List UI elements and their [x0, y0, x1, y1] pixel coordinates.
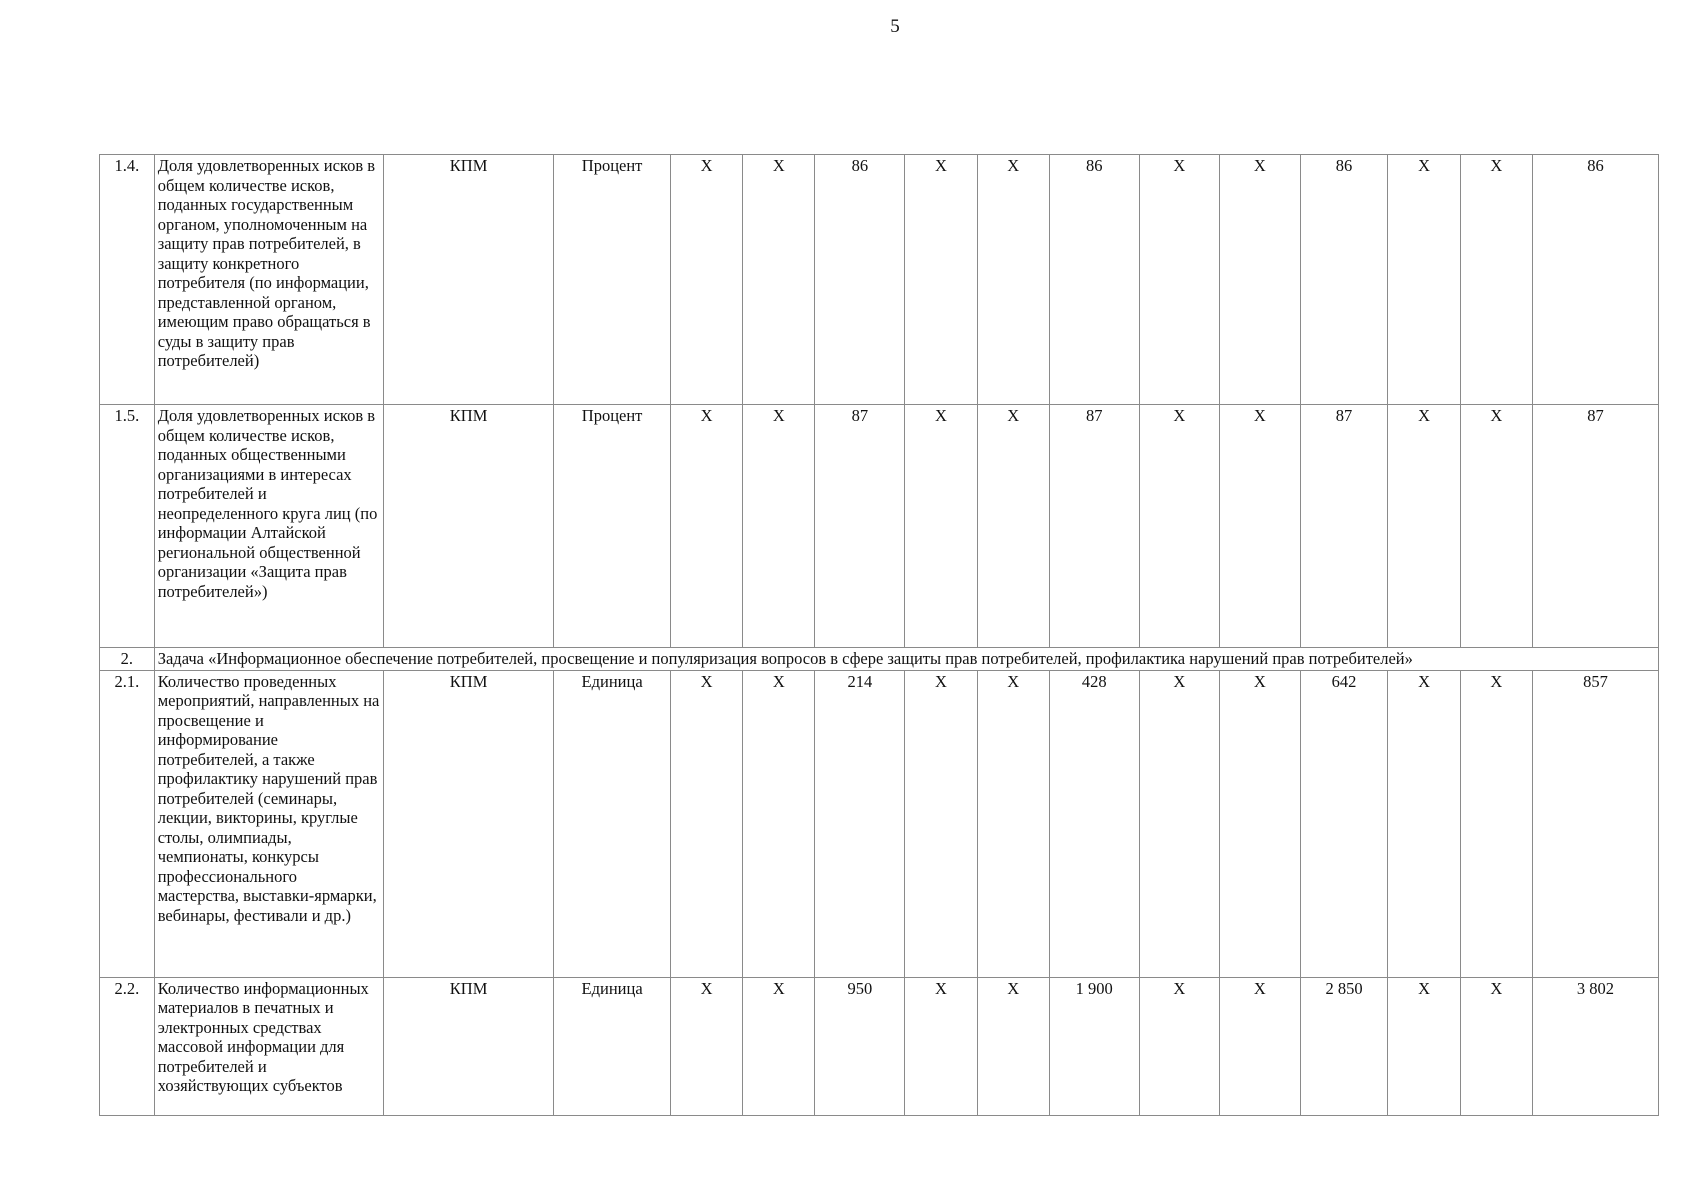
unit-cell: Процент — [554, 155, 671, 405]
value-cell: 86 — [1049, 155, 1139, 405]
value-cell: 87 — [1300, 405, 1388, 648]
value-cell: X — [1388, 155, 1460, 405]
table-row — [100, 977, 1659, 1115]
table-row — [100, 405, 1659, 648]
task-number: 2. — [100, 648, 155, 671]
value-cell: X — [1220, 977, 1301, 1115]
source-cell: КПМ — [383, 155, 553, 405]
value-cell: 214 — [815, 670, 905, 977]
value-cell: X — [1388, 977, 1460, 1115]
indicator-name: Количество проведенных мероприятий, направленных на просвещение и информирование потребителей, а также профилактику нарушений прав потребителей (семинары, лекции, викторины, круглые столы, олимпиады, чемпионаты, конкурсы профессионального мастерства, выставки-ярмарки, вебинары, фестивали и др.) — [154, 670, 383, 977]
value-cell: X — [977, 670, 1049, 977]
task-row — [100, 648, 1659, 671]
value-cell: 857 — [1532, 670, 1658, 977]
value-cell: X — [743, 155, 815, 405]
value-cell: X — [1139, 405, 1220, 648]
value-cell: X — [1460, 670, 1532, 977]
value-cell: X — [670, 670, 742, 977]
value-cell: X — [1139, 670, 1220, 977]
value-cell: 87 — [1049, 405, 1139, 648]
value-cell: X — [743, 670, 815, 977]
value-cell: X — [1460, 977, 1532, 1115]
value-cell: X — [743, 405, 815, 648]
value-cell: 2 850 — [1300, 977, 1388, 1115]
page-number: 5 — [890, 16, 900, 37]
value-cell: 1 900 — [1049, 977, 1139, 1115]
value-cell: 3 802 — [1532, 977, 1658, 1115]
row-number: 2.1. — [100, 670, 155, 977]
value-cell: X — [905, 155, 977, 405]
value-cell: 86 — [815, 155, 905, 405]
value-cell: 642 — [1300, 670, 1388, 977]
unit-cell: Процент — [554, 405, 671, 648]
value-cell: X — [977, 405, 1049, 648]
row-number: 1.5. — [100, 405, 155, 648]
source-cell: КПМ — [383, 405, 553, 648]
task-title: Задача «Информационное обеспечение потребителей, просвещение и популяризация вопросов в сфере защиты прав потребителей, профилактика нарушений прав потребителей» — [154, 648, 1658, 671]
value-cell: X — [1388, 405, 1460, 648]
value-cell: X — [1139, 155, 1220, 405]
value-cell: X — [905, 670, 977, 977]
value-cell: X — [670, 405, 742, 648]
value-cell: X — [905, 977, 977, 1115]
indicator-name: Доля удовлетворенных исков в общем количестве исков, поданных государственным органом, уполномоченным на защиту прав потребителей, в защиту конкретного потребителя (по информации, представленной органом, имеющим право обращаться в суды в защиту прав потребителей) — [154, 155, 383, 405]
indicators-table — [99, 154, 1659, 1116]
value-cell: X — [670, 155, 742, 405]
indicator-name: Доля удовлетворенных исков в общем количестве исков, поданных общественными организациями в интересах потребителей и неопределенного круга лиц (по информации Алтайской региональной общественной организации «Защита прав потребителей») — [154, 405, 383, 648]
unit-cell: Единица — [554, 977, 671, 1115]
value-cell: X — [743, 977, 815, 1115]
value-cell: X — [1388, 670, 1460, 977]
indicator-name: Количество информационных материалов в печатных и электронных средствах массовой информации для потребителей и хозяйствующих субъектов — [154, 977, 383, 1115]
value-cell: 86 — [1532, 155, 1658, 405]
value-cell: 428 — [1049, 670, 1139, 977]
value-cell: X — [1220, 405, 1301, 648]
value-cell: X — [905, 405, 977, 648]
row-number: 1.4. — [100, 155, 155, 405]
value-cell: 87 — [1532, 405, 1658, 648]
table-row — [100, 155, 1659, 405]
value-cell: 950 — [815, 977, 905, 1115]
row-number: 2.2. — [100, 977, 155, 1115]
value-cell: X — [1220, 155, 1301, 405]
unit-cell: Единица — [554, 670, 671, 977]
value-cell: 86 — [1300, 155, 1388, 405]
source-cell: КПМ — [383, 670, 553, 977]
value-cell: X — [670, 977, 742, 1115]
table-row — [100, 670, 1659, 977]
value-cell: X — [1460, 155, 1532, 405]
source-cell: КПМ — [383, 977, 553, 1115]
value-cell: X — [977, 977, 1049, 1115]
value-cell: X — [1139, 977, 1220, 1115]
value-cell: X — [1460, 405, 1532, 648]
value-cell: X — [1220, 670, 1301, 977]
value-cell: X — [977, 155, 1049, 405]
value-cell: 87 — [815, 405, 905, 648]
